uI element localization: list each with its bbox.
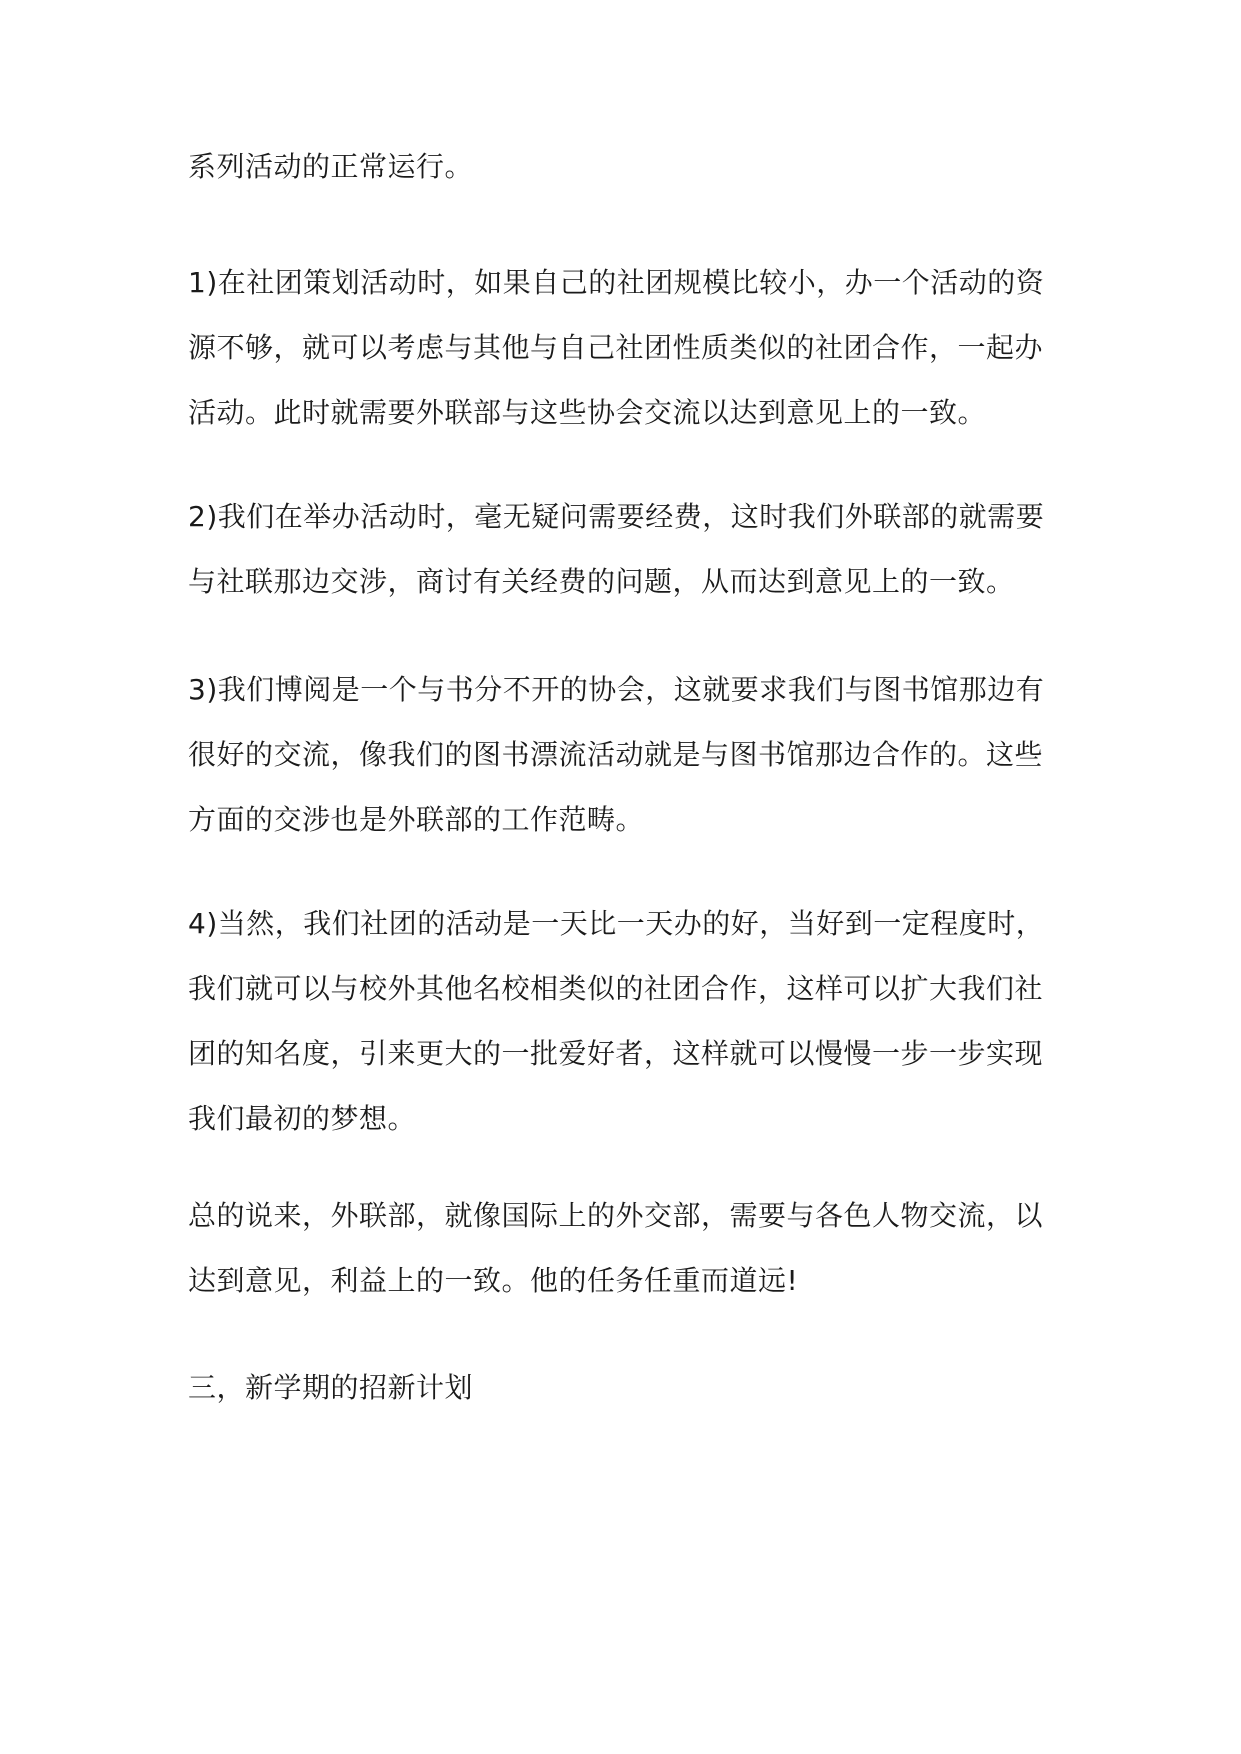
paragraph-point-2 <box>188 484 1068 614</box>
text-line: 与社联那边交涉，商讨有关经费的问题，从而达到意见上的一致。 <box>188 565 1015 598</box>
text-line: 系列活动的正常运行。 <box>188 150 474 183</box>
paragraph-continuation <box>188 134 1068 199</box>
text-line: 4)当然，我们社团的活动是一天比一天办的好，当好到一定程度时， <box>188 907 1045 940</box>
heading-line: 三，新学期的招新计划 <box>188 1371 474 1404</box>
text-line: 3)我们博阅是一个与书分不开的协会，这就要求我们与图书馆那边有 <box>188 673 1045 706</box>
text-line: 我们最初的梦想。 <box>188 1102 417 1135</box>
text-line: 方面的交涉也是外联部的工作范畴。 <box>188 803 645 836</box>
section-heading <box>188 1355 1068 1420</box>
text-line: 达到意见，利益上的一致。他的任务任重而道远! <box>188 1264 799 1297</box>
text-line: 1)在社团策划活动时，如果自己的社团规模比较小，办一个活动的资 <box>188 266 1045 299</box>
text-line: 总的说来，外联部，就像国际上的外交部，需要与各色人物交流，以 <box>188 1199 1044 1232</box>
paragraph-point-4 <box>188 891 1068 1151</box>
text-line: 2)我们在举办活动时，毫无疑问需要经费，这时我们外联部的就需要 <box>188 500 1045 533</box>
text-line: 源不够，就可以考虑与其他与自己社团性质类似的社团合作，一起办 <box>188 331 1044 364</box>
paragraph-summary <box>188 1183 1068 1313</box>
text-line: 很好的交流，像我们的图书漂流活动就是与图书馆那边合作的。这些 <box>188 738 1044 771</box>
paragraph-point-1 <box>188 250 1068 445</box>
text-line: 活动。此时就需要外联部与这些协会交流以达到意见上的一致。 <box>188 396 987 429</box>
paragraph-point-3 <box>188 657 1068 852</box>
text-line: 我们就可以与校外其他名校相类似的社团合作，这样可以扩大我们社 <box>188 972 1044 1005</box>
text-line: 团的知名度，引来更大的一批爱好者，这样就可以慢慢一步一步实现 <box>188 1037 1044 1070</box>
